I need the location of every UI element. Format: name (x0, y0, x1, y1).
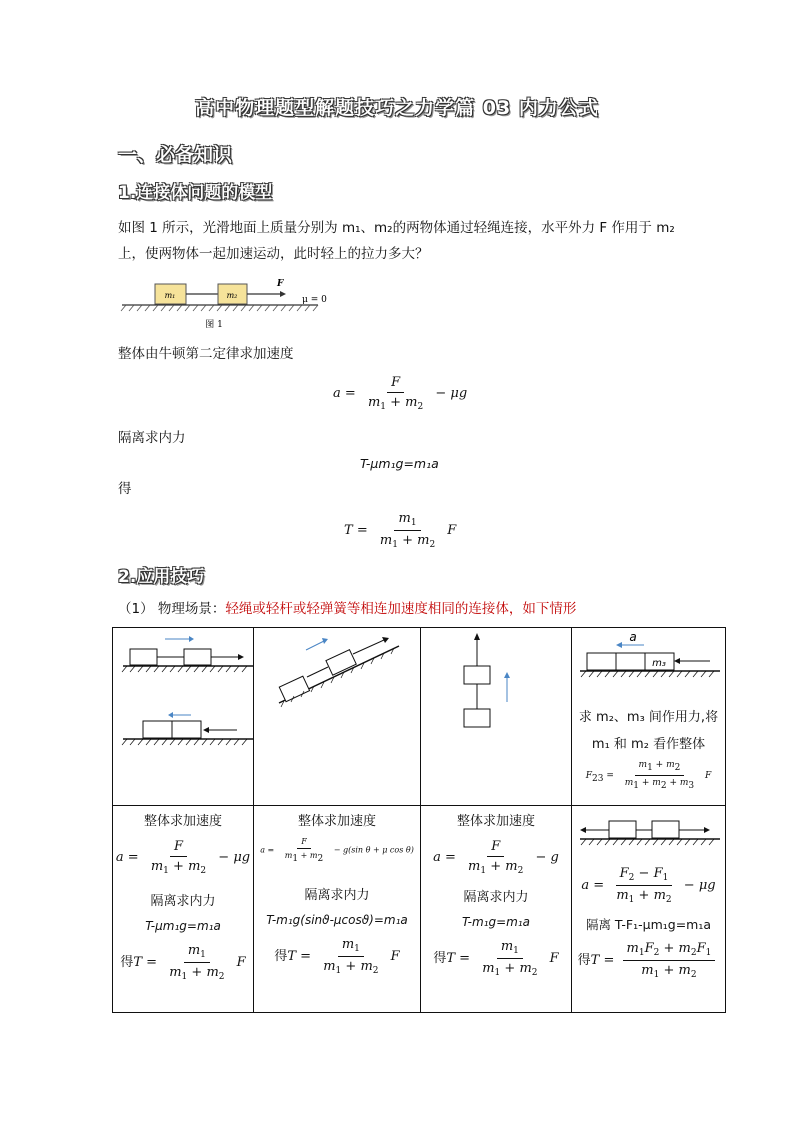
cell-vertical-diagram (421, 628, 572, 806)
c3-whole-text: 整体求加速度 (456, 814, 535, 829)
label-m1: m₁ (164, 291, 176, 300)
three-blocks-text-2: m₁ 和 m₂ 看作整体 (591, 737, 706, 752)
label-force: F (277, 279, 284, 289)
cell-two-force-solution (572, 806, 726, 1013)
c3-tension: 得T = $\frac{m_1}{m_1 + m_2}$ F (433, 939, 559, 978)
diagram-three-blocks (572, 628, 725, 692)
c3-acceleration: a = $\frac{F}{m_1 + m_2}$ − g (433, 839, 559, 876)
c1-isolate-text: 隔离求内力 (150, 894, 216, 909)
label-m2: m₂ (226, 291, 238, 300)
formula-f23: F23 = $\frac{m1 + m2}{m1 + m2 + m3}$ F (585, 760, 712, 791)
c1-de: 得 (120, 955, 134, 970)
step-2-text: 隔离求内力 (118, 430, 186, 446)
cases-table (112, 627, 726, 1013)
c1-acceleration: a = $\frac{F}{m_1 + m_2}$ − μg (115, 839, 251, 876)
formula-isolate: T-μm₁g=m₁a (360, 456, 439, 471)
scene-line (118, 596, 718, 622)
diagram-vertical (421, 628, 571, 801)
intro-line-1: 如图 1 所示，光滑地面上质量分别为 m₁、m₂的两物体通过轻绳连接，水平外力 F 作用于 m₂ (118, 220, 675, 236)
formula-acceleration: a = $\frac{F}{m_1 + m_2}$ − μg (333, 375, 468, 412)
c4-de: 得 (577, 953, 591, 968)
c1-whole-text: 整体求加速度 (143, 814, 222, 829)
c2-isolate-formula: T-m₁g(sinϑ-μcosϑ)=m₁a (266, 913, 408, 927)
c4-acceleration: a = $\frac{F_2 - F_1}{m_1 + m_2}$ − μg (581, 866, 716, 905)
figure-caption: 图 1 (205, 320, 223, 330)
cell-three-blocks (572, 628, 726, 806)
ground-hatch (121, 305, 318, 311)
scene-description: 轻绳或轻杆或轻弹簧等相连加速度相同的连接体，如下情形 (225, 601, 577, 617)
c2-de: 得 (274, 949, 288, 964)
figure-1 (118, 278, 338, 336)
c1-isolate-formula: T-μm₁g=m₁a (145, 919, 221, 933)
cell-incline-solution (254, 806, 421, 1013)
cell-horizontal-diagrams (113, 628, 254, 806)
section-heading-1: 一、必备知识 (118, 144, 233, 166)
c2-isolate-text: 隔离求内力 (304, 888, 370, 903)
step-3-text: 得 (118, 481, 132, 497)
intro-line-2: 上，使两物体一起加速运动，此时轻上的拉力多大？ (118, 246, 429, 262)
diagram-two-forces (572, 806, 725, 850)
label-m3: m₃ (652, 658, 666, 669)
c2-acceleration: a = $\frac{F}{m1 + m2}$ − g(sin θ + μ cos θ) (260, 837, 414, 864)
c4-isolate-formula: 隔离 T-F₁-μm₁g=m₁a (585, 917, 712, 932)
three-blocks-text-1: 求 m₂、m₃ 间作用力,将 (578, 710, 719, 725)
subsection-heading-1: 1.连接体问题的模型 (118, 183, 273, 203)
cell-vertical-solution (421, 806, 572, 1013)
c4-tension: 得T = $\frac{m_1F_2 + m_2F_1}{m_1 + m_2}$ (572, 941, 725, 980)
page-title: 高中物理题型解题技巧之力学篇 03 内力公式 (195, 97, 599, 119)
subsection-heading-2: 2.应用技巧 (118, 567, 205, 587)
force-arrowhead (280, 291, 286, 297)
diagram-incline (254, 628, 420, 801)
c2-whole-text: 整体求加速度 (297, 814, 376, 829)
c1-tension: 得T = $\frac{m_1}{m_1 + m_2}$ F (120, 943, 246, 982)
label-mu: μ = 0 (302, 295, 327, 305)
cell-horizontal-solution (113, 806, 254, 1013)
c2-tension: 得T = $\frac{m_1}{m_1 + m_2}$ F (274, 937, 400, 976)
formula-tension: T = $\frac{m_1}{m_1 + m_2}$ F (344, 511, 457, 550)
cell-incline-diagram (254, 628, 421, 806)
c3-isolate-text: 隔离求内力 (463, 890, 529, 905)
c3-de: 得 (433, 951, 447, 966)
diagram-horizontal (113, 628, 253, 801)
c3-isolate-formula: T-m₁g=m₁a (462, 915, 530, 929)
label-a: a (629, 630, 637, 644)
scene-prefix: （1） 物理场景： (118, 601, 226, 617)
step-1-text: 整体由牛顿第二定律求加速度 (118, 346, 294, 362)
